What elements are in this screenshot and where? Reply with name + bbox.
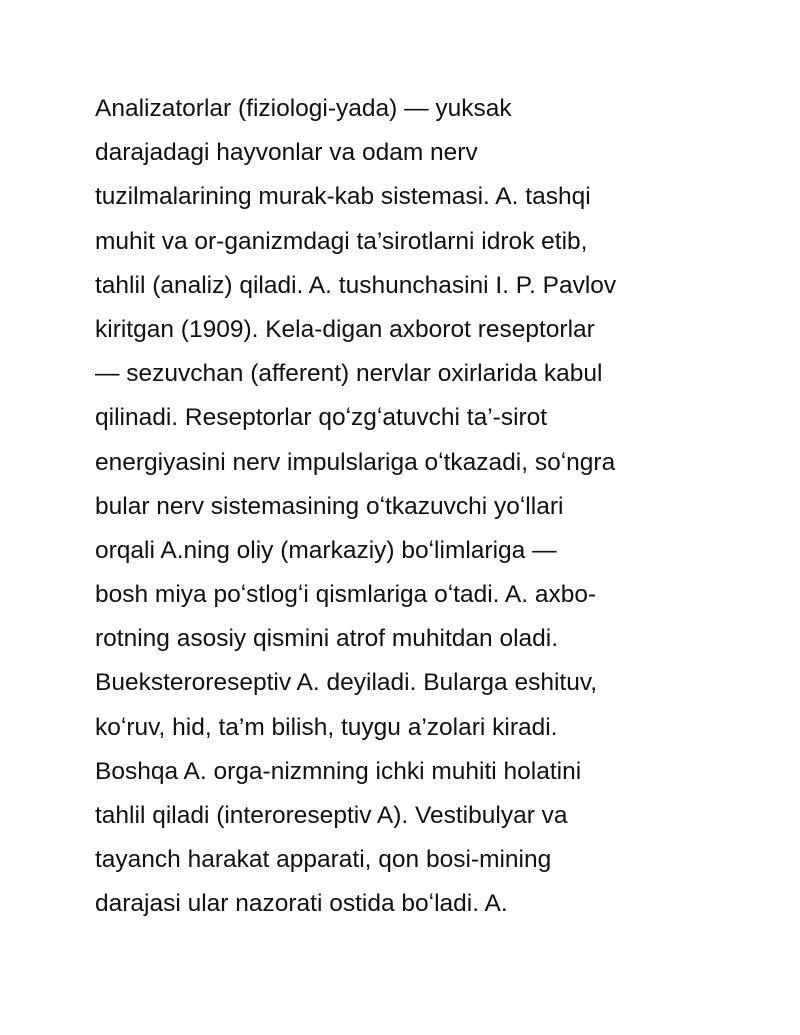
text-line: energiyasini nerv impulslariga oʻtkazadi, soʻngra [95,448,616,476]
text-line: tahlil (analiz) qiladi. A. tushunchasini I. P. Pavlov [95,271,617,299]
text-line: Analizatorlar (fiziologi-yada) — yuksak [95,95,512,122]
text-line: bosh miya poʻstlogʻi qismlariga oʻtadi. A. axbo- [95,581,597,609]
text-line: — sezuvchan (afferent) nervlar oxirlarida kabul [95,360,603,388]
text-line: tuzilmalarining murak-kab sistemasi. A. tashqi [95,183,591,211]
body-paragraph [95,87,735,927]
text-line: kiritgan (1909). Kela-digan axborot reseptorlar [95,315,595,343]
text-line: darajadagi hayvonlar va odam nerv [95,139,478,167]
text-line: darajasi ular nazorati ostida boʻladi. A. [95,890,508,918]
text-line: koʻruv, hid, ta’m bilish, tuygu a’zolari kiradi. [95,713,558,741]
text-line: rotning asosiy qismini atrof muhitdan oladi. [95,625,559,653]
text-line: Bueksteroreseptiv A. deyiladi. Bularga eshituv, [95,669,598,697]
text-line: tayanch harakat apparati, qon bosi-mining [95,846,552,874]
text-line: bular nerv sistemasining oʻtkazuvchi yoʻllari [95,492,564,520]
text-line: tahlil qiladi (interoreseptiv A). Vestibulyar va [95,802,568,829]
text-line: muhit va or-ganizmdagi ta’sirotlarni idrok etib, [95,227,588,255]
text-line: Boshqa A. orga-nizmning ichki muhiti holatini [95,757,582,785]
text-line: orqali A.ning oliy (markaziy) boʻlimlariga — [95,536,557,564]
text-line: qilinadi. Reseptorlar qoʻzgʻatuvchi ta’-sirot [95,404,548,432]
